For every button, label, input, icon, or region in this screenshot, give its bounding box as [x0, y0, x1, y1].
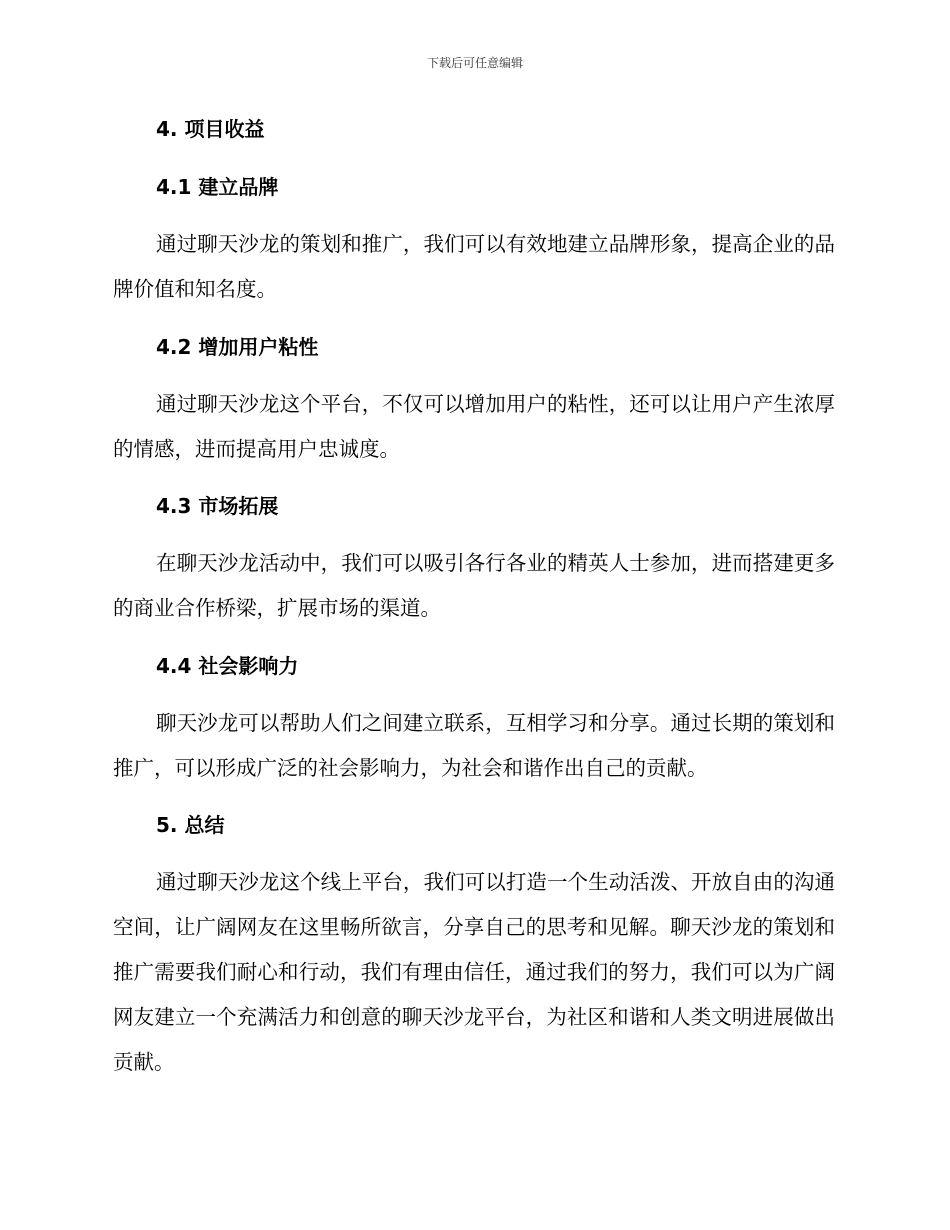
- section-4-3-paragraph: 在聊天沙龙活动中，我们可以吸引各行各业的精英人士参加，进而搭建更多的商业合作桥梁，扩展市场的渠道。: [113, 551, 835, 620]
- section-4-4-paragraph: 聊天沙龙可以帮助人们之间建立联系，互相学习和分享。通过长期的策划和推广，可以形成广泛的社会影响力，为社会和谐作出自己的贡献。: [113, 711, 835, 780]
- section-4-3-heading: 4.3 市场拓展: [156, 494, 279, 518]
- section-5-paragraph: 通过聊天沙龙这个线上平台，我们可以打造一个生动活泼、开放自由的沟通空间，让广阔网友在这里畅所欲言，分享自己的思考和见解。聊天沙龙的策划和推广需要我们耐心和行动，我们有理由信任，通过我们的努力，我们可以为广阔网友建立一个充满活力和创意的聊天沙龙平台，为社区和谐和人类文明进展做出贡献。: [113, 870, 835, 1074]
- section-4-2-paragraph: 通过聊天沙龙这个平台，不仅可以增加用户的粘性，还可以让用户产生浓厚的情感，进而提高用户忠诚度。: [113, 392, 835, 461]
- section-4-1-heading: 4.1 建立品牌: [156, 175, 279, 199]
- section-4-1-paragraph: 通过聊天沙龙的策划和推广，我们可以有效地建立品牌形象，提高企业的品牌价值和知名度。: [113, 232, 835, 301]
- page-header: 下载后可任意编辑: [426, 56, 523, 70]
- section-4-2-heading: 4.2 增加用户粘性: [156, 335, 319, 359]
- section-4-4-heading: 4.4 社会影响力: [156, 654, 299, 678]
- section-4-heading: 4. 项目收益: [156, 117, 265, 141]
- section-5-heading: 5. 总结: [156, 813, 225, 837]
